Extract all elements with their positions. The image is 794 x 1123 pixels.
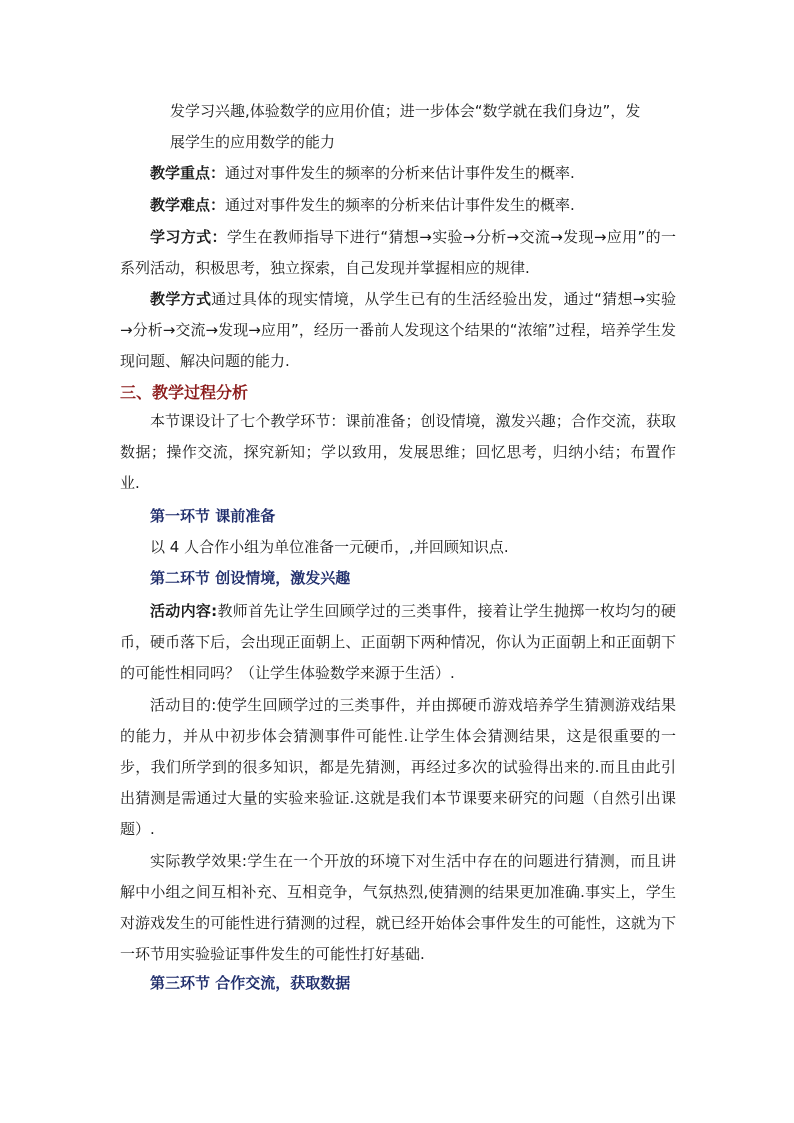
activity-purpose-label: 活动目的: — [150, 696, 217, 714]
key-point-text: 通过对事件发生的频率的分析来估计事件发生的概率. — [225, 164, 575, 182]
teaching-effect-label: 实际教学效果: — [150, 852, 247, 870]
intro-line-1: 发学习兴趣,体验数学的应用价值；进一步体会“数学就在我们身边”，发 — [170, 102, 641, 120]
step-1-heading: 第一环节 课前准备 — [150, 507, 276, 525]
key-point-label: 教学重点： — [150, 164, 226, 182]
activity-content-text: 教师首先让学生回顾学过的三类事件，接着让学生抛掷一枚均匀的硬币，硬币落下后，会出现正面朝上、正面朝下两种情况，你认为正面朝上和正面朝下的可能性相同吗？（让学生体验数学来源于生活）. — [120, 602, 677, 682]
key-point-paragraph — [120, 158, 676, 189]
section-3-heading: 三、教学过程分析 — [120, 383, 249, 402]
learning-method-paragraph — [120, 222, 676, 284]
step-1-text: 以 4 人合作小组为单位准备一元硬币，,并回顾知识点. — [150, 538, 509, 556]
intro-line-2: 展学生的应用数学的能力 — [170, 133, 336, 151]
teaching-method-paragraph — [120, 284, 676, 377]
difficulty-paragraph — [120, 190, 676, 221]
activity-content-label: 活动内容: — [150, 602, 218, 620]
step-2-content-paragraph — [120, 596, 676, 689]
step-2-heading: 第二环节 创设情境，激发兴趣 — [150, 569, 351, 587]
teaching-method-text: 通过具体的现实情境，从学生已有的生活经验出发，通过“猜想→实验→分析→交流→发现→应用”，经历一番前人发现这个结果的“浓缩”过程，培养学生发现问题、解决问题的能力. — [120, 290, 676, 370]
learning-method-text: 学生在教师指导下进行“猜想→实验→分析→交流→发现→应用”的一系列活动，积极思考，独立探索，自己发现并掌握相应的规律. — [120, 228, 676, 277]
step-2-purpose-paragraph — [120, 690, 676, 845]
difficulty-label: 教学难点： — [150, 196, 226, 214]
learning-method-label: 学习方式： — [150, 228, 227, 246]
teaching-method-label: 教学方式 — [150, 290, 212, 308]
difficulty-text: 通过对事件发生的频率的分析来估计事件发生的概率. — [225, 196, 575, 214]
activity-purpose-text: 使学生回顾学过的三类事件，并由掷硬币游戏培养学生猜测游戏结果的能力，并从中初步体会猜测事件可能性.让学生体会猜测结果，这是很重要的一步，我们所学到的很多知识，都是先猜测，再经过多次的试验得出来的.而且由此引出猜测是需通过大量的实验来验证.这就是我们本节课要来研究的问题（自然引出课题）. — [120, 696, 676, 838]
step-3-heading: 第三环节 合作交流，获取数据 — [150, 974, 351, 992]
intro-paragraph — [170, 96, 676, 158]
teaching-effect-text: 学生在一个开放的环境下对生活中存在的问题进行猜测，而且讲解中小组之间互相补充、互相竞争，气氛热烈,使猜测的结果更加准确.事实上，学生对游戏发生的可能性进行猜测的过程，就已经开始体会事件发生的可能性，这就为下一环节用实验验证事件发生的可能性打好基础. — [120, 852, 676, 963]
step-2-effect-paragraph — [120, 846, 676, 970]
section-3-intro: 本节课设计了七个教学环节：课前准备；创设情境，激发兴趣；合作交流，获取数据；操作交流，探究新知；学以致用，发展思维；回忆思考，归纳小结；布置作业. — [120, 412, 676, 492]
